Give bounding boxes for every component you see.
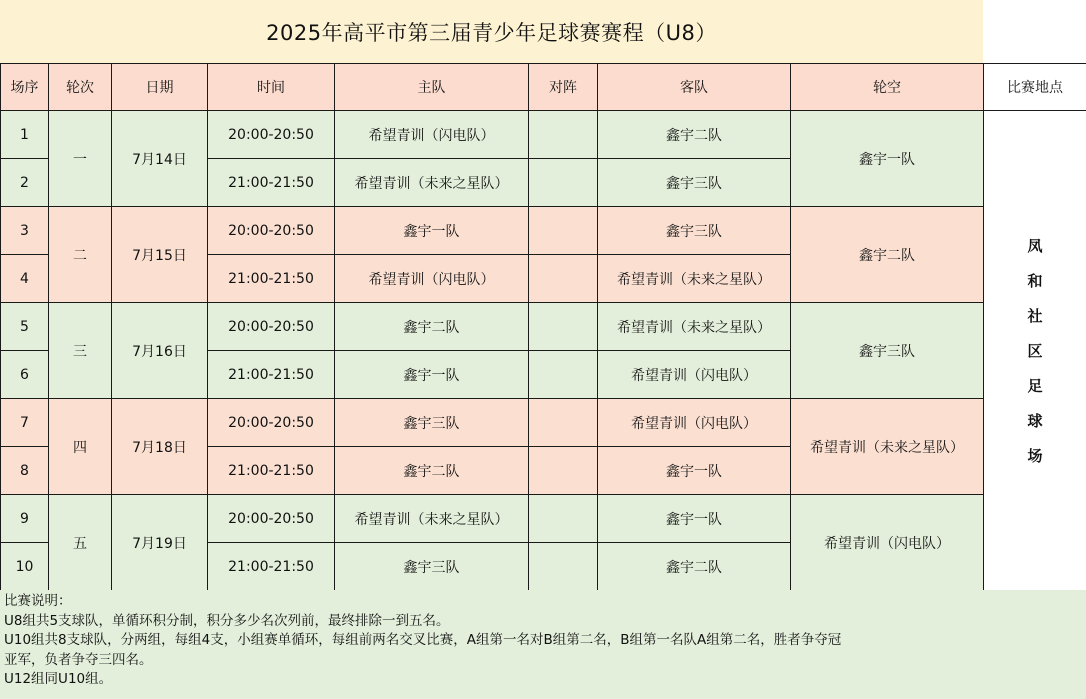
notes-line: U8组共5支球队，单循环积分制，积分多少名次列前，最终排除一到五名。 [4, 612, 450, 629]
round-cell: 二 [49, 207, 112, 303]
header-home: 主队 [335, 64, 529, 111]
match-no: 3 [1, 207, 49, 255]
notes-line: U10组共8支球队，分两组，每组4支，小组赛单循环，每组前两名交叉比赛，A组第一名对B组第二名，B组第一名队A组第二名，胜者争夺冠 [4, 632, 842, 648]
away-team: 鑫宇一队 [598, 447, 791, 495]
home-team: 鑫宇三队 [335, 543, 529, 591]
away-team: 鑫宇一队 [598, 495, 791, 543]
bye-team: 希望青训（闪电队） [791, 495, 984, 591]
venue-cell [984, 111, 1086, 591]
bye-team: 鑫宇三队 [791, 303, 984, 399]
time-cell: 21:00-21:50 [208, 255, 335, 303]
venue-char: 社 [1027, 307, 1043, 325]
rules-notes [0, 590, 1086, 699]
header-match-no: 场序 [1, 64, 49, 111]
header-location: 比赛地点 [984, 64, 1086, 111]
header-bye: 轮空 [791, 64, 984, 111]
time-cell: 20:00-20:50 [208, 399, 335, 447]
venue-char: 和 [1027, 272, 1043, 290]
home-team: 希望青训（未来之星队） [335, 159, 529, 207]
date-cell: 7月18日 [112, 399, 208, 495]
date-cell: 7月16日 [112, 303, 208, 399]
vs-cell [529, 447, 598, 495]
date-cell: 7月14日 [112, 111, 208, 207]
date-cell: 7月19日 [112, 495, 208, 591]
venue-char: 凤 [1027, 237, 1043, 255]
time-cell: 21:00-21:50 [208, 543, 335, 591]
round-cell: 五 [49, 495, 112, 591]
away-team: 希望青训（未来之星队） [598, 255, 791, 303]
away-team: 希望青训（闪电队） [598, 399, 791, 447]
away-team: 鑫宇二队 [598, 111, 791, 159]
venue-name [1027, 235, 1042, 466]
match-no: 10 [1, 543, 49, 591]
bye-team: 鑫宇一队 [791, 111, 984, 207]
venue-char: 场 [1027, 447, 1043, 465]
schedule-table [0, 63, 1086, 591]
page-title: 2025年高平市第三届青少年足球赛赛程（U8） [0, 0, 983, 63]
time-cell: 20:00-20:50 [208, 207, 335, 255]
notes-line: 亚军，负者争夺三四名。 [4, 651, 153, 668]
table-row [1, 111, 1086, 159]
home-team: 鑫宇一队 [335, 207, 529, 255]
table-row [1, 399, 1086, 447]
header-date: 日期 [112, 64, 208, 111]
match-no: 2 [1, 159, 49, 207]
match-no: 5 [1, 303, 49, 351]
table-row [1, 303, 1086, 351]
home-team: 希望青训（闪电队） [335, 255, 529, 303]
vs-cell [529, 255, 598, 303]
time-cell: 21:00-21:50 [208, 159, 335, 207]
home-team: 鑫宇一队 [335, 351, 529, 399]
vs-cell [529, 495, 598, 543]
vs-cell [529, 399, 598, 447]
home-team: 希望青训（闪电队） [335, 111, 529, 159]
match-no: 8 [1, 447, 49, 495]
vs-cell [529, 207, 598, 255]
notes-line: U12组同U10组。 [4, 671, 113, 687]
away-team: 希望青训（闪电队） [598, 351, 791, 399]
home-team: 鑫宇二队 [335, 303, 529, 351]
table-row [1, 495, 1086, 543]
home-team: 鑫宇二队 [335, 447, 529, 495]
time-cell: 20:00-20:50 [208, 495, 335, 543]
venue-char: 球 [1027, 412, 1043, 430]
time-cell: 21:00-21:50 [208, 351, 335, 399]
bye-team: 希望青训（未来之星队） [791, 399, 984, 495]
time-cell: 20:00-20:50 [208, 303, 335, 351]
header-round: 轮次 [49, 64, 112, 111]
home-team: 鑫宇三队 [335, 399, 529, 447]
round-cell: 三 [49, 303, 112, 399]
round-cell: 一 [49, 111, 112, 207]
bye-team: 鑫宇二队 [791, 207, 984, 303]
header-time: 时间 [208, 64, 335, 111]
match-no: 7 [1, 399, 49, 447]
vs-cell [529, 351, 598, 399]
match-no: 6 [1, 351, 49, 399]
header-vs: 对阵 [529, 64, 598, 111]
vs-cell [529, 111, 598, 159]
table-row [1, 207, 1086, 255]
time-cell: 20:00-20:50 [208, 111, 335, 159]
header-away: 客队 [598, 64, 791, 111]
away-team: 希望青训（未来之星队） [598, 303, 791, 351]
away-team: 鑫宇三队 [598, 159, 791, 207]
home-team: 希望青训（未来之星队） [335, 495, 529, 543]
away-team: 鑫宇三队 [598, 207, 791, 255]
notes-heading: 比赛说明： [4, 593, 72, 609]
round-cell: 四 [49, 399, 112, 495]
match-no: 4 [1, 255, 49, 303]
venue-char: 足 [1027, 377, 1043, 395]
match-no: 9 [1, 495, 49, 543]
away-team: 鑫宇二队 [598, 543, 791, 591]
header-row [1, 64, 1086, 111]
vs-cell [529, 543, 598, 591]
time-cell: 21:00-21:50 [208, 447, 335, 495]
date-cell: 7月15日 [112, 207, 208, 303]
vs-cell [529, 303, 598, 351]
match-no: 1 [1, 111, 49, 159]
vs-cell [529, 159, 598, 207]
venue-char: 区 [1027, 342, 1043, 360]
